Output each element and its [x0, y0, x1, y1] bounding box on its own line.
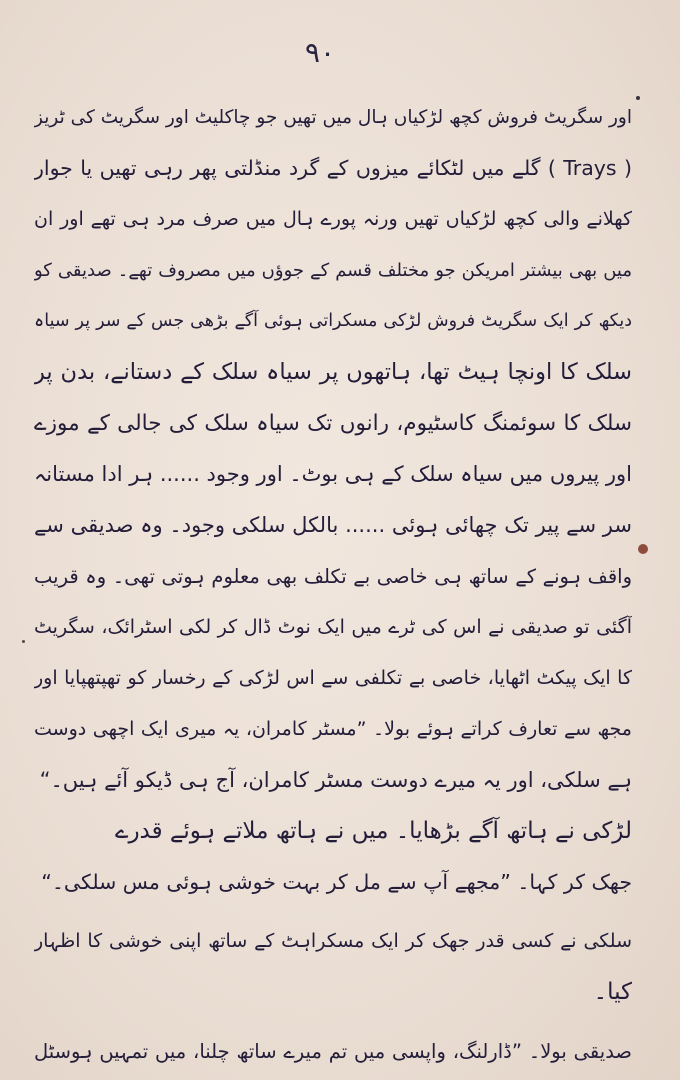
ink-stain: [638, 544, 648, 554]
text-line: واقف ہونے کے ساتھ ہی خاصی بے تکلف بھی معلوم ہوتی تھی۔ وہ قریب: [34, 565, 632, 588]
text-line: اور سگریٹ فروش کچھ لڑکیاں ہال میں تھیں جو چاکلیٹ اور سگریٹ کی ٹریز: [34, 107, 632, 128]
text-line: دیکھ کر ایک سگریٹ فروش لڑکی مسکراتی ہوئی آگے بڑھی جس کے سر پر سیاہ: [34, 311, 632, 331]
text-line: کیا۔: [593, 979, 632, 1005]
paper-speck: [22, 640, 25, 643]
text-line: سلک کا اونچا ہیٹ تھا، ہاتھوں پر سیاہ سلک کے دستانے، بدن پر: [34, 359, 632, 385]
text-line: لڑکی نے ہاتھ آگے بڑھایا۔ میں نے ہاتھ ملاتے ہوئے قدرے: [114, 818, 632, 844]
text-line: آگئی تو صدیقی نے اس کی ٹرے میں ایک نوٹ ڈال کر لکی اسٹرائک، سگریٹ: [34, 616, 632, 638]
page-number: ۹۰: [304, 36, 336, 69]
text-line: کا ایک پیکٹ اٹھایا، خاصی بے تکلفی سے اس لڑکی کے رخسار کو تھپتھپایا اور: [34, 667, 632, 689]
text-line: ہے سلکی، اور یہ میرے دوست مسٹر کامران، آج ہی ڈیکو آئے ہیں۔“: [39, 768, 632, 792]
text-line: کھلانے والی کچھ لڑکیاں تھیں ورنہ پورے ہال میں صرف مرد ہی تھے اور ان: [34, 208, 632, 230]
text-line: جھک کر کہا۔ ”مجھے آپ سے مل کر بہت خوشی ہوئی مس سلکی۔“: [41, 870, 632, 894]
text-line: سلک کا سوئمنگ کاسٹیوم، رانوں تک سیاہ سلک کی جالی کے موزے: [34, 411, 632, 436]
body-text: [34, 92, 632, 1077]
text-line: اور پیروں میں سیاہ سلک کے ہی بوٹ۔ اور وجود ...... ہر ادا مستانہ: [34, 462, 632, 486]
text-line: سر سے پیر تک چھائی ہوئی ...... بالکل سلکی وجود۔ وہ صدیقی سے: [34, 513, 632, 537]
text-line: ( Trays ) گلے میں لٹکائے میزوں کے گرد منڈلتی پھر رہی تھیں یا جوار: [34, 156, 632, 180]
text-line: سلکی نے کسی قدر جھک کر ایک مسکراہٹ کے ساتھ اپنی خوشی کا اظہار: [34, 930, 632, 952]
ink-dot: [636, 96, 640, 100]
text-line: صدیقی بولا۔ ”ڈارلنگ، واپسی میں تم میرے ساتھ چلنا، میں تمہیں ہوسٹل: [34, 1040, 632, 1063]
text-line: مجھ سے تعارف کراتے ہوئے بولا۔ ”مسٹر کامران، یہ میری ایک اچھی دوست: [34, 718, 632, 740]
text-line: میں بھی بیشتر امریکن جو مختلف قسم کے جوؤں میں مصروف تھے۔ صدیقی کو: [34, 260, 632, 281]
